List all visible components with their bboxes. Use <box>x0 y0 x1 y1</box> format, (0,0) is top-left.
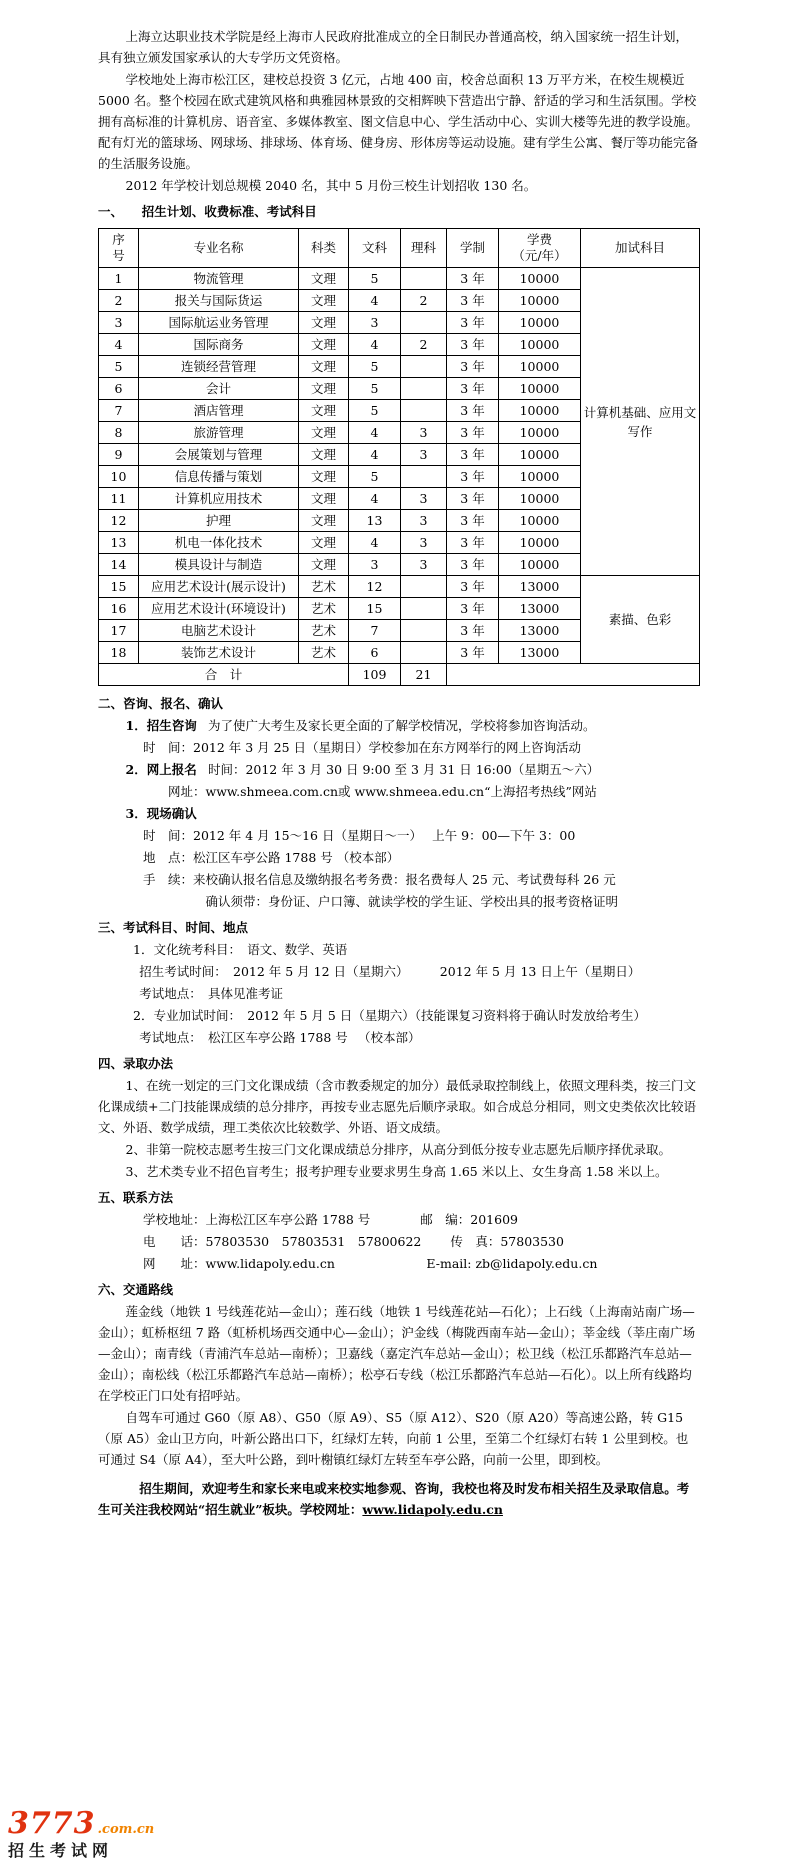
plan-cell: 艺术 <box>299 598 349 620</box>
plan-cell: 10000 <box>499 334 581 356</box>
section3-title: 三、考试科目、时间、地点 <box>98 920 249 935</box>
plan-cell: 4 <box>349 290 401 312</box>
addtest-time-line: 2．专业加试时间： 2012 年 5 月 5 日（星期六）（技能课复习资料将于确认时发放给考生） <box>133 1008 647 1023</box>
plan-cell: 3 年 <box>447 422 499 444</box>
plan-cell: 3 <box>401 532 447 554</box>
column-header: 序 号 <box>99 229 139 268</box>
section1-title-text: 招生计划、收费标准、考试科目 <box>141 204 317 219</box>
section4-title: 四、录取办法 <box>98 1056 174 1071</box>
plan-cell: 5 <box>349 400 401 422</box>
plan-cell: 3 年 <box>447 444 499 466</box>
plan-cell <box>401 620 447 642</box>
plan-cell: 艺术 <box>299 576 349 598</box>
consult-item-3-label: 3．现场确认 <box>125 806 197 821</box>
confirm-documents-line: 确认须带：身份证、户口簿、就读学校的学生证、学校出具的报考资格证明 <box>205 894 619 909</box>
intro-paragraph-3: 2012 年学校计划总规模 2040 名，其中 5 月份三校生计划招收 130 名。 <box>125 178 537 193</box>
plan-cell: 1 <box>99 268 139 290</box>
plan-cell: 6 <box>99 378 139 400</box>
column-header: 专业名称 <box>139 229 299 268</box>
plan-cell: 7 <box>349 620 401 642</box>
plan-cell: 11 <box>99 488 139 510</box>
plan-row <box>99 576 700 598</box>
plan-cell: 15 <box>99 576 139 598</box>
plan-cell: 16 <box>99 598 139 620</box>
plan-cell: 10000 <box>499 422 581 444</box>
contact-phone-line: 电 话：57803530 57803531 57800622 传 真：57803530 <box>143 1234 564 1249</box>
column-header: 学制 <box>447 229 499 268</box>
logo-caption: 招生考试网 <box>8 1841 114 1860</box>
plan-cell: 10000 <box>499 290 581 312</box>
plan-cell: 12 <box>99 510 139 532</box>
plan-cell: 3 <box>99 312 139 334</box>
addtest-place-line: 考试地点： 松江区车亭公路 1788 号 （校本部） <box>139 1030 421 1045</box>
plan-cell: 3 <box>401 510 447 532</box>
plan-cell: 文理 <box>299 400 349 422</box>
enrollment-plan-table <box>98 228 700 686</box>
plan-cell: 机电一体化技术 <box>139 532 299 554</box>
closing-paragraph <box>98 1478 700 1520</box>
plan-cell: 连锁经营管理 <box>139 356 299 378</box>
driving-routes-paragraph: 自驾车可通过 G60（原 A8）、G50（原 A9）、S5（原 A12）、S20（原 A20）等高速公路，转 G15（原 A5）金山卫方向，叶新公路出口下，红绿灯左转，向前 1 公里，至第二个红绿灯右转 1 公里到校。也可通过 S4（原 A4），至大叶公路，到叶榭镇红绿灯左转至车亭公路，向前一公里，即到校。 <box>98 1410 689 1467</box>
table-header-row <box>99 229 700 268</box>
plan-cell: 旅游管理 <box>139 422 299 444</box>
plan-cell: 信息传播与策划 <box>139 466 299 488</box>
column-header: 科类 <box>299 229 349 268</box>
addtest-subject-cell: 素描、色彩 <box>581 576 700 664</box>
plan-cell: 10000 <box>499 532 581 554</box>
consult-item-3 <box>126 803 701 824</box>
addtest-subject-cell: 计算机基础、应用文写作 <box>581 268 700 576</box>
consult-item-2-url: 网址：www.shmeea.com.cn或 www.shmeea.edu.cn“上海招考热线”网站 <box>168 784 597 799</box>
column-header: 文科 <box>349 229 401 268</box>
plan-cell: 3 年 <box>447 510 499 532</box>
plan-cell: 13000 <box>499 598 581 620</box>
plan-cell: 文理 <box>299 290 349 312</box>
plan-cell: 3 <box>349 554 401 576</box>
plan-cell: 3 年 <box>447 554 499 576</box>
plan-cell: 17 <box>99 620 139 642</box>
plan-cell: 3 年 <box>447 642 499 664</box>
admission-rule-2: 2、非第一院校志愿考生按三门文化课成绩总分排序，从高分到低分按专业志愿先后顺序择优录取。 <box>125 1142 671 1157</box>
total-wenke-count: 109 <box>349 664 401 686</box>
plan-cell: 8 <box>99 422 139 444</box>
plan-cell <box>401 466 447 488</box>
plan-cell: 4 <box>349 444 401 466</box>
confirm-procedure-line: 手 续：来校确认报名信息及缴纳报名考务费：报名费每人 25 元、考试费每科 26 元 <box>143 872 616 887</box>
plan-cell: 15 <box>349 598 401 620</box>
plan-cell: 3 年 <box>447 356 499 378</box>
plan-cell: 国际航运业务管理 <box>139 312 299 334</box>
plan-cell: 5 <box>349 378 401 400</box>
plan-cell: 10000 <box>499 554 581 576</box>
plan-cell: 艺术 <box>299 620 349 642</box>
logo-wordmark <box>8 1806 155 1841</box>
plan-cell: 7 <box>99 400 139 422</box>
plan-cell: 13 <box>349 510 401 532</box>
plan-cell: 10000 <box>499 510 581 532</box>
confirm-place-line: 地 点：松江区车亭公路 1788 号 （校本部） <box>143 850 400 865</box>
plan-cell: 模具设计与制造 <box>139 554 299 576</box>
plan-cell: 文理 <box>299 312 349 334</box>
plan-cell: 3 年 <box>447 378 499 400</box>
plan-cell: 4 <box>349 422 401 444</box>
plan-cell: 13 <box>99 532 139 554</box>
exam-place-line: 考试地点： 具体见准考证 <box>139 986 284 1001</box>
plan-cell <box>401 576 447 598</box>
plan-cell: 2 <box>401 290 447 312</box>
consult-item-1-label: 1．招生咨询 <box>125 718 197 733</box>
plan-cell: 3 <box>401 444 447 466</box>
plan-cell: 3 <box>401 422 447 444</box>
plan-cell: 文理 <box>299 422 349 444</box>
plan-cell: 4 <box>349 488 401 510</box>
consult-item-2-text: 时间：2012 年 3 月 30 日 9:00 至 3 月 31 日 16:00（星期五～六） <box>207 762 600 777</box>
plan-cell: 文理 <box>299 356 349 378</box>
plan-cell: 3 <box>401 488 447 510</box>
site-logo[interactable] <box>8 1806 155 1860</box>
plan-cell: 计算机应用技术 <box>139 488 299 510</box>
plan-cell: 文理 <box>299 554 349 576</box>
plan-cell: 3 年 <box>447 466 499 488</box>
consult-item-2-label: 2．网上报名 <box>125 762 197 777</box>
plan-cell: 3 年 <box>447 290 499 312</box>
intro-paragraph-2: 学校地处上海市松江区，建校总投资 3 亿元，占地 400 亩，校舍总面积 13 万平方米，在校生规模近 5000 名。整个校园在欧式建筑风格和典雅园林景致的交相辉映下营造出宁静、舒适的学习和生活氛围。学校拥有高标准的计算机房、语音室、多媒体教室、图文信息中心、学生活动中心、实训大楼等先进的教学设施。配有灯光的篮球场、网球场、排球场、体育场、健身房、形体房等运动设施。建有学生公寓、餐厅等功能完备的生活服务设施。 <box>98 72 699 171</box>
consult-item-2 <box>126 759 701 780</box>
plan-cell: 3 年 <box>447 532 499 554</box>
plan-cell: 会计 <box>139 378 299 400</box>
plan-cell: 3 年 <box>447 400 499 422</box>
admission-rule-3: 3、艺术类专业不招色盲考生；报考护理专业要求男生身高 1.65 米以上、女生身高 1.58 米以上。 <box>125 1164 668 1179</box>
plan-cell <box>401 378 447 400</box>
section2-title: 二、咨询、报名、确认 <box>98 696 224 711</box>
section6-title: 六、交通路线 <box>98 1282 174 1297</box>
plan-cell: 文理 <box>299 334 349 356</box>
plan-cell: 国际商务 <box>139 334 299 356</box>
consult-item-1-time: 时 间：2012 年 3 月 25 日（星期日）学校参加在东方网举行的网上咨询活动 <box>143 740 582 755</box>
plan-cell: 5 <box>349 466 401 488</box>
plan-cell: 3 年 <box>447 598 499 620</box>
plan-cell <box>401 598 447 620</box>
plan-cell: 2 <box>99 290 139 312</box>
plan-cell: 10000 <box>499 378 581 400</box>
plan-cell: 装饰艺术设计 <box>139 642 299 664</box>
plan-cell: 文理 <box>299 488 349 510</box>
section1-number: 一、 <box>98 204 117 219</box>
plan-cell: 2 <box>401 334 447 356</box>
plan-cell: 3 年 <box>447 488 499 510</box>
plan-cell <box>401 312 447 334</box>
plan-cell: 护理 <box>139 510 299 532</box>
contact-web-line: 网 址：www.lidapoly.edu.cn E-mail: zb@lidapoly.edu.cn <box>143 1256 598 1271</box>
contact-address-line: 学校地址：上海松江区车亭公路 1788 号 邮 编：201609 <box>143 1212 518 1227</box>
plan-cell: 应用艺术设计(展示设计) <box>139 576 299 598</box>
title-gap <box>117 204 142 219</box>
plan-cell: 3 <box>401 554 447 576</box>
plan-cell <box>401 400 447 422</box>
plan-cell: 文理 <box>299 532 349 554</box>
plan-table-body <box>99 268 700 664</box>
school-website-link[interactable]: www.lidapoly.edu.cn <box>362 1502 503 1517</box>
total-like-count: 21 <box>401 664 447 686</box>
admission-rule-1: 1、在统一划定的三门文化课成绩（含市教委规定的加分）最低录取控制线上，依照文理科类，按三门文化课成绩+二门技能课成绩的总分排序，再按专业志愿先后顺序录取。如合成总分相同，则文史类依次比较语文、外语、数学成绩，理工类依次比较数学、外语、语文成绩。 <box>98 1078 696 1135</box>
plan-cell: 10000 <box>499 356 581 378</box>
plan-cell: 10000 <box>499 312 581 334</box>
plan-cell: 3 年 <box>447 576 499 598</box>
exam-time-line: 招生考试时间： 2012 年 5 月 12 日（星期六） 2012 年 5 月 13 日上午（星期日） <box>139 964 641 979</box>
consult-item-1 <box>126 715 701 736</box>
plan-cell: 5 <box>99 356 139 378</box>
plan-cell: 13000 <box>499 620 581 642</box>
plan-cell: 4 <box>349 334 401 356</box>
plan-cell: 9 <box>99 444 139 466</box>
plan-cell: 4 <box>349 532 401 554</box>
plan-cell: 文理 <box>299 378 349 400</box>
column-header: 加试科目 <box>581 229 700 268</box>
plan-cell: 10000 <box>499 400 581 422</box>
table-total-row <box>99 664 700 686</box>
plan-cell: 12 <box>349 576 401 598</box>
plan-cell: 艺术 <box>299 642 349 664</box>
plan-cell: 10000 <box>499 268 581 290</box>
plan-cell: 10000 <box>499 488 581 510</box>
consult-item-1-text: 为了使广大考生及家长更全面的了解学校情况，学校将参加咨询活动。 <box>207 718 596 733</box>
plan-cell: 会展策划与管理 <box>139 444 299 466</box>
confirm-time-line: 时 间：2012 年 4 月 15～16 日（星期日～一） 上午 9：00—下午 3：00 <box>143 828 576 843</box>
plan-cell: 13000 <box>499 642 581 664</box>
plan-cell <box>401 356 447 378</box>
exam-subjects-line: 1．文化统考科目： 语文、数学、英语 <box>133 942 348 957</box>
plan-cell: 电脑艺术设计 <box>139 620 299 642</box>
plan-cell: 文理 <box>299 510 349 532</box>
plan-cell: 3 年 <box>447 334 499 356</box>
plan-cell: 14 <box>99 554 139 576</box>
plan-cell: 报关与国际货运 <box>139 290 299 312</box>
plan-cell: 10000 <box>499 466 581 488</box>
plan-cell: 酒店管理 <box>139 400 299 422</box>
column-header: 理科 <box>401 229 447 268</box>
plan-cell: 10000 <box>499 444 581 466</box>
plan-cell: 3 年 <box>447 620 499 642</box>
plan-cell: 文理 <box>299 444 349 466</box>
logo-number: 3773 <box>8 1806 96 1841</box>
plan-cell: 应用艺术设计(环境设计) <box>139 598 299 620</box>
column-header: 学费 （元/年） <box>499 229 581 268</box>
section5-title: 五、联系方法 <box>98 1190 174 1205</box>
plan-cell <box>401 268 447 290</box>
logo-domain: .com.cn <box>97 1822 155 1837</box>
total-empty-cell <box>447 664 700 686</box>
section1-title <box>98 201 700 222</box>
plan-cell: 6 <box>349 642 401 664</box>
plan-cell: 3 年 <box>447 312 499 334</box>
plan-cell: 文理 <box>299 268 349 290</box>
plan-cell: 13000 <box>499 576 581 598</box>
plan-cell: 3 <box>349 312 401 334</box>
plan-cell: 文理 <box>299 466 349 488</box>
plan-row <box>99 268 700 290</box>
bus-routes-paragraph: 莲金线（地铁 1 号线莲花站—金山）；莲石线（地铁 1 号线莲花站—石化）；上石线（上海南站南广场—金山）；虹桥枢纽 7 路（虹桥机场西交通中心—金山）；沪金线（梅陇西南车站—金山）；莘金线（莘庄南广场—金山）；南青线（青浦汽车总站—南桥）；卫嘉线（嘉定汽车总站—金山）；松卫线（松江乐都路汽车总站—金山）；南松线（松江乐都路汽车总站—南桥）；松亭石专线（松江乐都路汽车总站—石化）。以上所有线路均在学校正门口处有招呼站。 <box>98 1304 696 1403</box>
intro-paragraph-1: 上海立达职业技术学院是经上海市人民政府批准成立的全日制民办普通高校，纳入国家统一招生计划，具有独立颁发国家承认的大专学历文凭资格。 <box>98 29 689 65</box>
closing-text: 招生期间，欢迎考生和家长来电或来校实地参观、咨询，我校也将及时发布相关招生及录取信息。考生可关注我校网站“招生就业”板块。学校网址： <box>98 1481 690 1517</box>
plan-cell: 3 年 <box>447 268 499 290</box>
plan-cell <box>401 642 447 664</box>
plan-cell: 物流管理 <box>139 268 299 290</box>
plan-cell: 5 <box>349 268 401 290</box>
plan-cell: 10 <box>99 466 139 488</box>
plan-cell: 4 <box>99 334 139 356</box>
plan-cell: 5 <box>349 356 401 378</box>
total-label: 合 计 <box>99 664 349 686</box>
plan-cell: 18 <box>99 642 139 664</box>
